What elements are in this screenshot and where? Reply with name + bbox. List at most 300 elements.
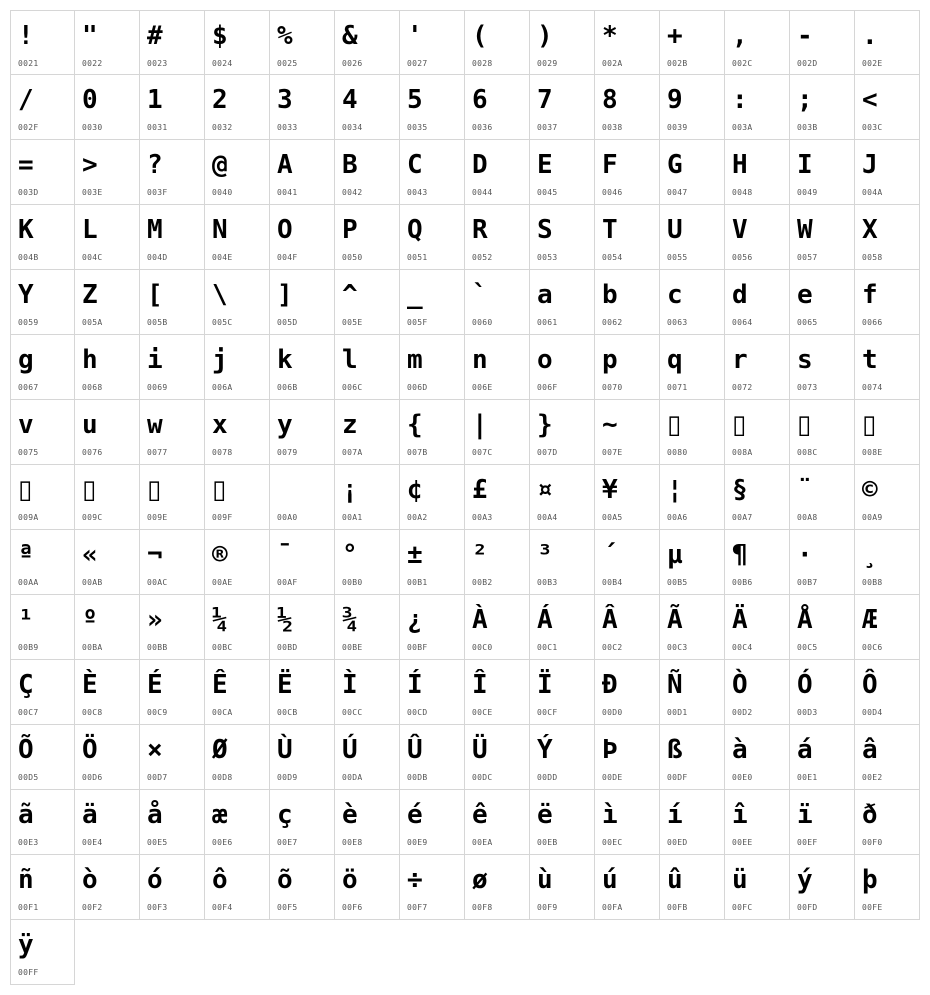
glyph-code-label: 00BF (407, 643, 428, 652)
glyph-code-label: 0062 (602, 318, 623, 327)
glyph-code-label: 0065 (797, 318, 818, 327)
glyph-cell-00ce (465, 660, 530, 725)
glyph-cell-00ef (790, 790, 855, 855)
glyph-code-label: 006C (342, 383, 363, 392)
glyph-char: Ï (537, 670, 553, 700)
glyph-cell-003a (725, 75, 790, 140)
glyph-code-label: 00D0 (602, 708, 623, 717)
glyph-cell-0030 (75, 75, 140, 140)
glyph-code-label: 00B6 (732, 578, 753, 587)
glyph-code-label: 00DB (407, 773, 428, 782)
glyph-char: Ê (212, 670, 228, 700)
glyph-char: î (732, 800, 748, 830)
glyph-code-label: 007B (407, 448, 428, 457)
glyph-cell-00fa (595, 855, 660, 920)
glyph-char: ó (147, 865, 163, 895)
glyph-cell-0066 (855, 270, 920, 335)
glyph-char: # (147, 21, 163, 51)
glyph-cell-00a1 (335, 465, 400, 530)
glyph-cell-00c7 (10, 660, 75, 725)
glyph-char: > (82, 150, 98, 180)
glyph-cell-00e1 (790, 725, 855, 790)
glyph-cell-00dc (465, 725, 530, 790)
glyph-code-label: 00A6 (667, 513, 688, 522)
glyph-char: Å (797, 605, 813, 635)
glyph-char: z (342, 410, 358, 440)
glyph-code-label: 0040 (212, 188, 233, 197)
glyph-code-label: 003E (82, 188, 103, 197)
glyph-code-label: 0079 (277, 448, 298, 457)
glyph-char: a (537, 280, 553, 310)
glyph-char: ) (537, 21, 553, 51)
glyph-char: i (147, 345, 163, 375)
glyph-code-label: 0034 (342, 123, 363, 132)
glyph-cell-005e (335, 270, 400, 335)
glyph-char: â (862, 735, 878, 765)
glyph-char: : (732, 85, 748, 115)
glyph-char: É (147, 670, 163, 700)
glyph-char: O (277, 215, 293, 245)
glyph-code-label: 00DD (537, 773, 558, 782)
glyph-code-label: 0057 (797, 253, 818, 262)
glyph-char: w (147, 410, 163, 440)
glyph-char: ô (212, 865, 228, 895)
glyph-code-label: 0070 (602, 383, 623, 392)
glyph-code-label: 00BB (147, 643, 168, 652)
glyph-char: · (797, 540, 813, 570)
glyph-code-label: 00A8 (797, 513, 818, 522)
glyph-cell-007a (335, 400, 400, 465)
glyph-code-label: 007A (342, 448, 363, 457)
glyph-cell-00eb (530, 790, 595, 855)
glyph-code-label: 00C9 (147, 708, 168, 717)
glyph-code-label: 005A (82, 318, 103, 327)
glyph-cell-00bd (270, 595, 335, 660)
glyph-code-label: 00F4 (212, 903, 233, 912)
glyph-cell-00b6 (725, 530, 790, 595)
glyph-cell-00b3 (530, 530, 595, 595)
glyph-char: u (82, 410, 98, 440)
glyph-char: ] (277, 280, 293, 310)
glyph-char: _ (407, 280, 423, 310)
glyph-char: × (147, 735, 163, 765)
glyph-char: ~ (602, 410, 618, 440)
glyph-code-label: 003F (147, 188, 168, 197)
glyph-cell-0036 (465, 75, 530, 140)
glyph-cell-0078 (205, 400, 270, 465)
glyph-cell-00f8 (465, 855, 530, 920)
glyph-code-label: 00B3 (537, 578, 558, 587)
glyph-cell-00f1 (10, 855, 75, 920)
glyph-code-label: 00C2 (602, 643, 623, 652)
glyph-cell-0050 (335, 205, 400, 270)
glyph-code-label: 0056 (732, 253, 753, 262)
glyph-cell-00f9 (530, 855, 595, 920)
glyph-code-label: 00EE (732, 838, 753, 847)
glyph-code-label: 0022 (82, 59, 103, 68)
glyph-code-label: 00EC (602, 838, 623, 847)
glyph-code-label: 00F6 (342, 903, 363, 912)
glyph-cell-0035 (400, 75, 465, 140)
glyph-cell-0039 (660, 75, 725, 140)
glyph-char: v (18, 410, 34, 440)
glyph-code-label: 00C6 (862, 643, 883, 652)
glyph-char: @ (212, 150, 228, 180)
glyph-code-label: 003A (732, 123, 753, 132)
glyph-char: s (797, 345, 813, 375)
glyph-code-label: 0044 (472, 188, 493, 197)
glyph-char: à (732, 735, 748, 765)
glyph-cell-0056 (725, 205, 790, 270)
glyph-code-label: 0075 (18, 448, 39, 457)
glyph-char: « (82, 540, 98, 570)
glyph-char: ª (18, 540, 34, 570)
glyph-char: / (18, 85, 34, 115)
glyph-char: 7 (537, 85, 553, 115)
glyph-cell-005f (400, 270, 465, 335)
glyph-cell-00bf (400, 595, 465, 660)
glyph-cell-004a (855, 140, 920, 205)
glyph-char: ´ (602, 540, 618, 570)
glyph-char: & (342, 21, 358, 51)
glyph-code-label: 00E8 (342, 838, 363, 847)
glyph-code-label: 005E (342, 318, 363, 327)
glyph-code-label: 00B1 (407, 578, 428, 587)
glyph-cell-0048 (725, 140, 790, 205)
glyph-code-label: 003D (18, 188, 39, 197)
glyph-code-label: 0069 (147, 383, 168, 392)
glyph-cell-00b5 (660, 530, 725, 595)
glyph-char: ` (472, 280, 488, 310)
glyph-cell-00de (595, 725, 660, 790)
glyph-char: Ø (212, 735, 228, 765)
glyph-char: ì (602, 800, 618, 830)
glyph-code-label: 0050 (342, 253, 363, 262)
glyph-code-label: 00E9 (407, 838, 428, 847)
glyph-char: ▯ (212, 475, 227, 505)
glyph-code-label: 0024 (212, 59, 233, 68)
glyph-cell-00e5 (140, 790, 205, 855)
glyph-code-label: 0038 (602, 123, 623, 132)
glyph-cell-00a0 (270, 465, 335, 530)
glyph-cell-0080 (660, 400, 725, 465)
glyph-char: e (797, 280, 813, 310)
glyph-code-label: 0080 (667, 448, 688, 457)
glyph-cell-0067 (10, 335, 75, 400)
glyph-code-label: 0049 (797, 188, 818, 197)
glyph-code-label: 00F0 (862, 838, 883, 847)
glyph-code-label: 009E (147, 513, 168, 522)
glyph-code-label: 0026 (342, 59, 363, 68)
glyph-char: 8 (602, 85, 618, 115)
glyph-char: n (472, 345, 488, 375)
glyph-cell-00e0 (725, 725, 790, 790)
glyph-cell-00db (400, 725, 465, 790)
glyph-code-label: 0054 (602, 253, 623, 262)
glyph-cell-00ff (10, 920, 75, 985)
glyph-cell-00d7 (140, 725, 205, 790)
glyph-char: é (407, 800, 423, 830)
glyph-char: ½ (277, 605, 293, 635)
glyph-cell-003b (790, 75, 855, 140)
glyph-char: 9 (667, 85, 683, 115)
glyph-code-label: 00E1 (797, 773, 818, 782)
glyph-char: p (602, 345, 618, 375)
glyph-char: ^ (342, 280, 358, 310)
glyph-cell-00fb (660, 855, 725, 920)
glyph-char: µ (667, 540, 683, 570)
glyph-code-label: 00F7 (407, 903, 428, 912)
glyph-code-label: 0063 (667, 318, 688, 327)
glyph-code-label: 00A7 (732, 513, 753, 522)
glyph-code-label: 00F5 (277, 903, 298, 912)
glyph-cell-00a4 (530, 465, 595, 530)
glyph-cell-00df (660, 725, 725, 790)
glyph-char: Ö (82, 735, 98, 765)
glyph-cell-0075 (10, 400, 75, 465)
glyph-char: r (732, 345, 748, 375)
glyph-cell-00c3 (660, 595, 725, 660)
glyph-code-label: 00B4 (602, 578, 623, 587)
glyph-code-label: 0061 (537, 318, 558, 327)
glyph-code-label: 0039 (667, 123, 688, 132)
glyph-code-label: 0073 (797, 383, 818, 392)
glyph-cell-00d8 (205, 725, 270, 790)
glyph-cell-0059 (10, 270, 75, 335)
glyph-code-label: 00A9 (862, 513, 883, 522)
glyph-code-label: 0035 (407, 123, 428, 132)
glyph-char: X (862, 215, 878, 245)
glyph-cell-00c4 (725, 595, 790, 660)
glyph-cell-00fd (790, 855, 855, 920)
glyph-char: Þ (602, 735, 618, 765)
glyph-char: ñ (18, 865, 34, 895)
glyph-code-label: 0029 (537, 59, 558, 68)
glyph-code-label: 00ED (667, 838, 688, 847)
glyph-char: $ (212, 21, 228, 51)
glyph-code-label: 0066 (862, 318, 883, 327)
glyph-char: b (602, 280, 618, 310)
glyph-code-label: 004D (147, 253, 168, 262)
glyph-cell-005d (270, 270, 335, 335)
glyph-cell-003c (855, 75, 920, 140)
glyph-char: ¯ (277, 540, 293, 570)
glyph-char: M (147, 215, 163, 245)
glyph-code-label: 004A (862, 188, 883, 197)
glyph-cell-0073 (790, 335, 855, 400)
glyph-char: | (472, 410, 488, 440)
glyph-code-label: 00BA (82, 643, 103, 652)
glyph-char: º (82, 605, 98, 635)
glyph-char: ¶ (732, 540, 748, 570)
glyph-cell-0074 (855, 335, 920, 400)
glyph-char: G (667, 150, 683, 180)
glyph-char: £ (472, 475, 488, 505)
glyph-char: + (667, 21, 683, 51)
glyph-code-label: 00A0 (277, 513, 298, 522)
glyph-char: ® (212, 540, 228, 570)
glyph-char: Â (602, 605, 618, 635)
glyph-char: q (667, 345, 683, 375)
glyph-code-label: 00CA (212, 708, 233, 717)
glyph-char: R (472, 215, 488, 245)
glyph-char: Ù (277, 735, 293, 765)
glyph-char: ï (797, 800, 813, 830)
glyph-code-label: 005D (277, 318, 298, 327)
glyph-code-label: 0048 (732, 188, 753, 197)
glyph-cell-00ec (595, 790, 660, 855)
glyph-char: , (732, 21, 748, 51)
glyph-cell-007d (530, 400, 595, 465)
glyph-cell-0065 (790, 270, 855, 335)
glyph-cell-0061 (530, 270, 595, 335)
glyph-char: K (18, 215, 34, 245)
glyph-code-label: 00E7 (277, 838, 298, 847)
glyph-code-label: 0033 (277, 123, 298, 132)
glyph-code-label: 00EA (472, 838, 493, 847)
glyph-code-label: 002C (732, 59, 753, 68)
glyph-code-label: 0072 (732, 383, 753, 392)
glyph-code-label: 008A (732, 448, 753, 457)
glyph-cell-002c (725, 10, 790, 75)
glyph-code-label: 00DE (602, 773, 623, 782)
glyph-cell-00ae (205, 530, 270, 595)
glyph-char: þ (862, 865, 878, 895)
glyph-char: Ç (18, 670, 34, 700)
glyph-code-label: 007D (537, 448, 558, 457)
glyph-cell-00e3 (10, 790, 75, 855)
glyph-char: ¿ (407, 605, 423, 635)
glyph-char: õ (277, 865, 293, 895)
glyph-code-label: 002B (667, 59, 688, 68)
glyph-char: ▯ (862, 410, 877, 440)
glyph-code-label: 006E (472, 383, 493, 392)
glyph-cell-00bc (205, 595, 270, 660)
glyph-char: Î (472, 670, 488, 700)
glyph-code-label: 00A1 (342, 513, 363, 522)
glyph-char: m (407, 345, 423, 375)
glyph-cell-00be (335, 595, 400, 660)
glyph-cell-00ac (140, 530, 205, 595)
glyph-code-label: 00B9 (18, 643, 39, 652)
glyph-code-label: 00A4 (537, 513, 558, 522)
glyph-code-label: 0045 (537, 188, 558, 197)
glyph-cell-00dd (530, 725, 595, 790)
glyph-cell-00b8 (855, 530, 920, 595)
glyph-code-label: 00BE (342, 643, 363, 652)
glyph-char: P (342, 215, 358, 245)
glyph-cell-0052 (465, 205, 530, 270)
glyph-code-label: 003B (797, 123, 818, 132)
glyph-cell-00c2 (595, 595, 660, 660)
glyph-cell-002b (660, 10, 725, 75)
glyph-code-label: 00A2 (407, 513, 428, 522)
glyph-char: H (732, 150, 748, 180)
glyph-char: [ (147, 280, 163, 310)
glyph-char: S (537, 215, 553, 245)
glyph-char: À (472, 605, 488, 635)
glyph-char: ▯ (797, 410, 812, 440)
glyph-code-label: 00B8 (862, 578, 883, 587)
glyph-char: Ì (342, 670, 358, 700)
glyph-cell-0037 (530, 75, 595, 140)
glyph-char: Ü (472, 735, 488, 765)
glyph-code-label: 00B0 (342, 578, 363, 587)
glyph-cell-0053 (530, 205, 595, 270)
glyph-char: B (342, 150, 358, 180)
glyph-char: ¬ (147, 540, 163, 570)
glyph-code-label: 0060 (472, 318, 493, 327)
glyph-code-label: 00C5 (797, 643, 818, 652)
glyph-cell-0060 (465, 270, 530, 335)
glyph-char: ▯ (147, 475, 162, 505)
glyph-char: C (407, 150, 423, 180)
glyph-char: 5 (407, 85, 423, 115)
glyph-cell-0024 (205, 10, 270, 75)
glyph-cell-00d2 (725, 660, 790, 725)
glyph-char: ò (82, 865, 98, 895)
glyph-cell-0070 (595, 335, 660, 400)
glyph-code-label: 00C4 (732, 643, 753, 652)
glyph-cell-0055 (660, 205, 725, 270)
glyph-cell-006d (400, 335, 465, 400)
glyph-code-label: 00AB (82, 578, 103, 587)
glyph-char: ¤ (537, 475, 553, 505)
glyph-code-label: 00DF (667, 773, 688, 782)
glyph-code-label: 0021 (18, 59, 39, 68)
glyph-cell-00cc (335, 660, 400, 725)
glyph-char: ▯ (18, 475, 33, 505)
glyph-cell-00f7 (400, 855, 465, 920)
glyph-cell-0046 (595, 140, 660, 205)
glyph-cell-007e (595, 400, 660, 465)
glyph-code-label: 0043 (407, 188, 428, 197)
glyph-char: I (797, 150, 813, 180)
glyph-char: o (537, 345, 553, 375)
glyph-code-label: 0068 (82, 383, 103, 392)
glyph-cell-00f4 (205, 855, 270, 920)
glyph-code-label: 0047 (667, 188, 688, 197)
glyph-char: ð (862, 800, 878, 830)
glyph-code-label: 00D3 (797, 708, 818, 717)
glyph-char: Ë (277, 670, 293, 700)
glyph-cell-0029 (530, 10, 595, 75)
glyph-cell-00d3 (790, 660, 855, 725)
glyph-code-label: 009F (212, 513, 233, 522)
glyph-cell-00bb (140, 595, 205, 660)
glyph-char: ü (732, 865, 748, 895)
glyph-cell-00cf (530, 660, 595, 725)
glyph-cell-00cb (270, 660, 335, 725)
glyph-char: { (407, 410, 423, 440)
glyph-code-label: 00B5 (667, 578, 688, 587)
glyph-cell-004f (270, 205, 335, 270)
glyph-char: k (277, 345, 293, 375)
glyph-char: ã (18, 800, 34, 830)
glyph-char: " (82, 21, 98, 51)
glyph-code-label: 0042 (342, 188, 363, 197)
glyph-char: t (862, 345, 878, 375)
glyph-char: x (212, 410, 228, 440)
glyph-code-label: 0067 (18, 383, 39, 392)
glyph-cell-003f (140, 140, 205, 205)
glyph-grid (10, 10, 920, 985)
glyph-code-label: 00AF (277, 578, 298, 587)
glyph-cell-00d9 (270, 725, 335, 790)
glyph-code-label: 00F2 (82, 903, 103, 912)
glyph-code-label: 00E5 (147, 838, 168, 847)
glyph-char: Ý (537, 735, 553, 765)
